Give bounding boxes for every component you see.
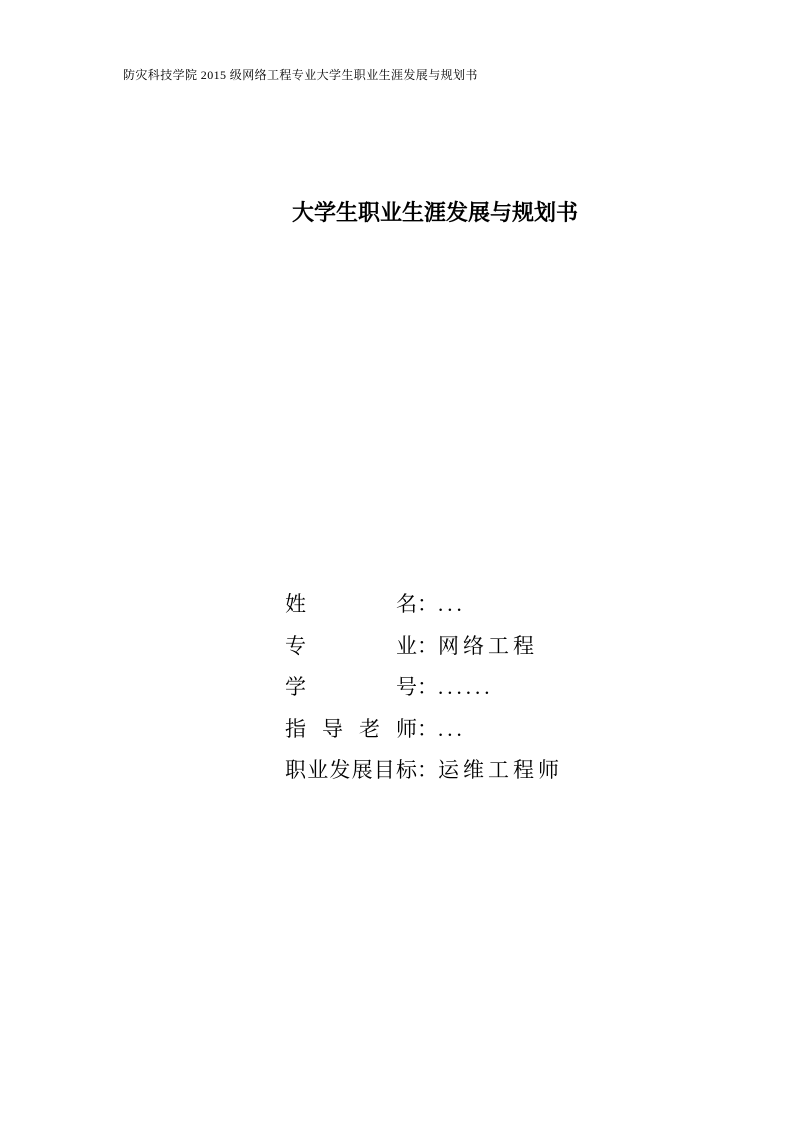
field-label-career-goal: 职业发展目标 [285,758,417,782]
field-value-major: 网络工程 [438,633,538,658]
field-colon: ： [417,675,438,699]
field-colon: ： [417,592,438,616]
field-row-career-goal [285,750,563,792]
field-value-advisor: ... [438,716,466,741]
field-value-student-id: ...... [438,675,494,699]
field-row-name [285,584,563,626]
field-value-career-goal: 运维工程师 [438,758,563,782]
document-title: 大学生职业生涯发展与规划书 [292,200,579,225]
field-row-major [285,626,563,668]
field-value-name: ... [438,592,466,616]
field-row-student-id [285,667,563,709]
field-colon: ： [417,716,438,741]
field-colon: ： [417,758,438,782]
cover-fields [285,584,563,792]
field-label-student-id: 学号 [285,675,417,699]
field-colon: ： [417,633,438,658]
field-label-name: 姓名 [285,592,417,616]
page-header-text: 防灾科技学院 2015 级网络工程专业大学生职业生涯发展与规划书 [123,68,478,82]
field-row-advisor [285,709,563,751]
field-label-major: 专业 [285,633,417,658]
field-label-advisor: 指导老师 [285,716,417,741]
